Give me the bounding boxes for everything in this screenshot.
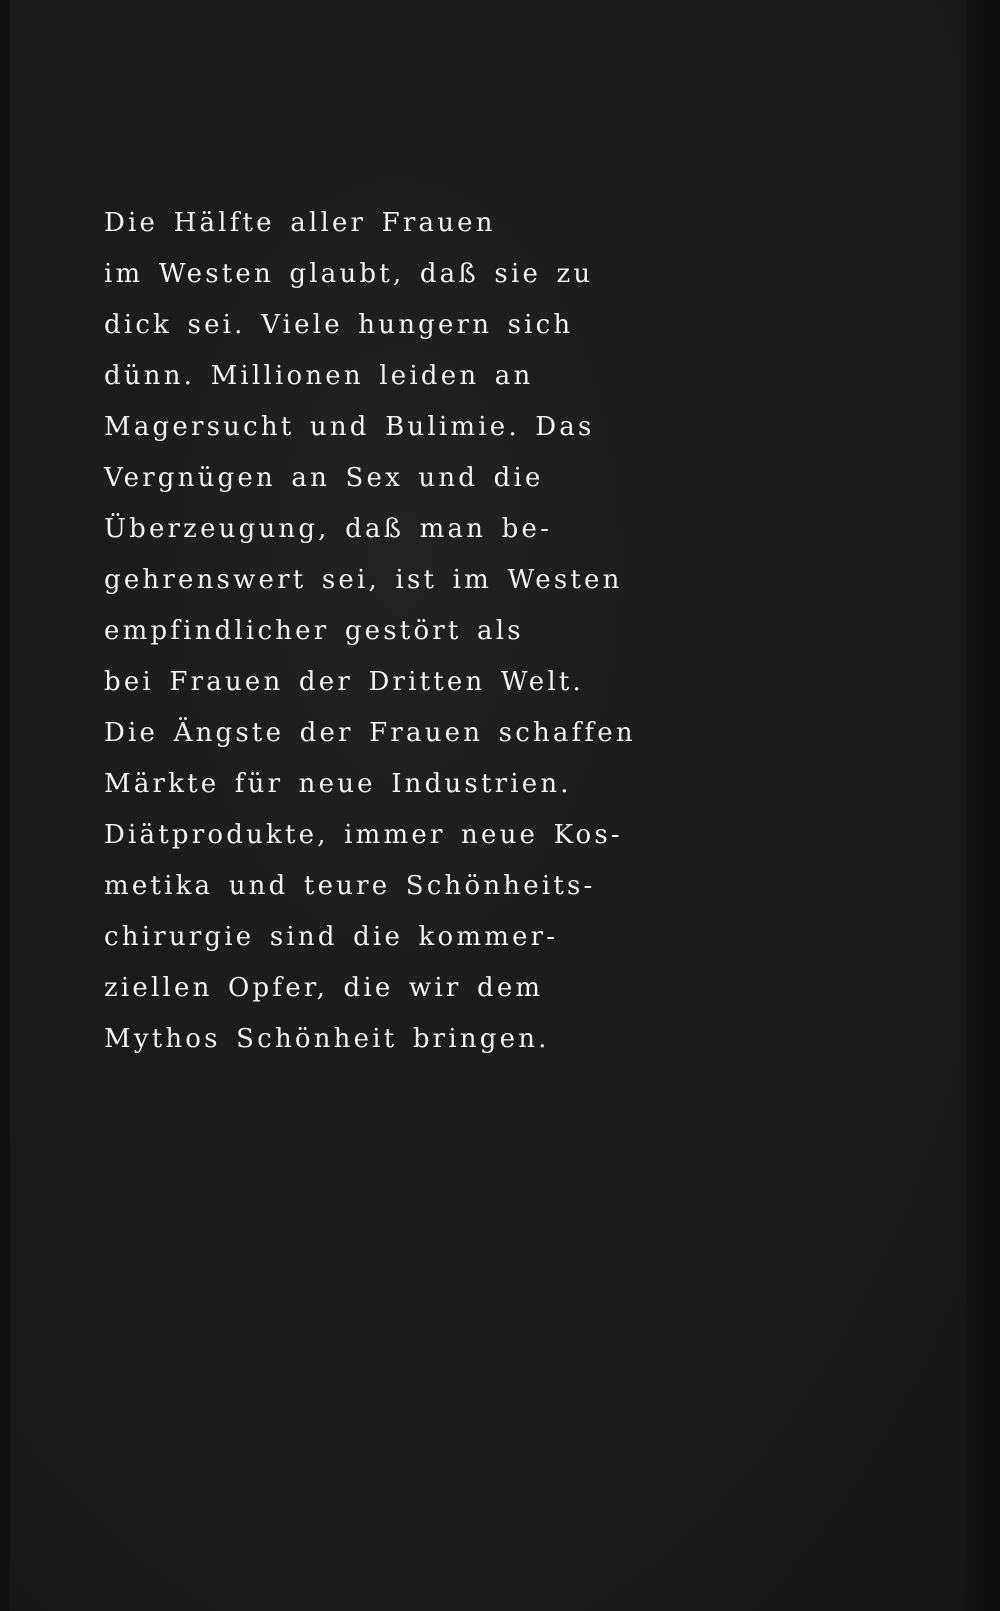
blurb-line: dünn. Millionen leiden an xyxy=(104,361,534,391)
blurb-line: Die Hälfte aller Frauen xyxy=(104,208,496,238)
blurb-line: chirurgie sind die kommer- xyxy=(104,922,559,952)
blurb-line: im Westen glaubt, daß sie zu xyxy=(104,259,594,289)
cover-left-edge xyxy=(0,0,10,1611)
blurb-text xyxy=(104,202,804,1069)
blurb-line: ziellen Opfer, die wir dem xyxy=(104,973,544,1003)
blurb-line: metika und teure Schönheits- xyxy=(104,871,596,901)
blurb-line: Märkte für neue Industrien. xyxy=(104,769,572,799)
blurb-line: dick sei. Viele hungern sich xyxy=(104,310,574,340)
blurb-line: Magersucht und Bulimie. Das xyxy=(104,412,595,442)
blurb-line: Mythos Schönheit bringen. xyxy=(104,1024,550,1054)
blurb-line: Die Ängste der Frauen schaffen xyxy=(104,718,636,748)
blurb-line: Diätprodukte, immer neue Kos- xyxy=(104,820,623,850)
blurb-line: Vergnügen an Sex und die xyxy=(104,463,544,493)
blurb-line: Überzeugung, daß man be- xyxy=(104,514,553,544)
blurb-line: bei Frauen der Dritten Welt. xyxy=(104,667,584,697)
blurb-line: empfindlicher gestört als xyxy=(104,616,524,646)
cover-right-edge xyxy=(966,0,1000,1611)
blurb-line: gehrenswert sei, ist im Westen xyxy=(104,565,623,595)
